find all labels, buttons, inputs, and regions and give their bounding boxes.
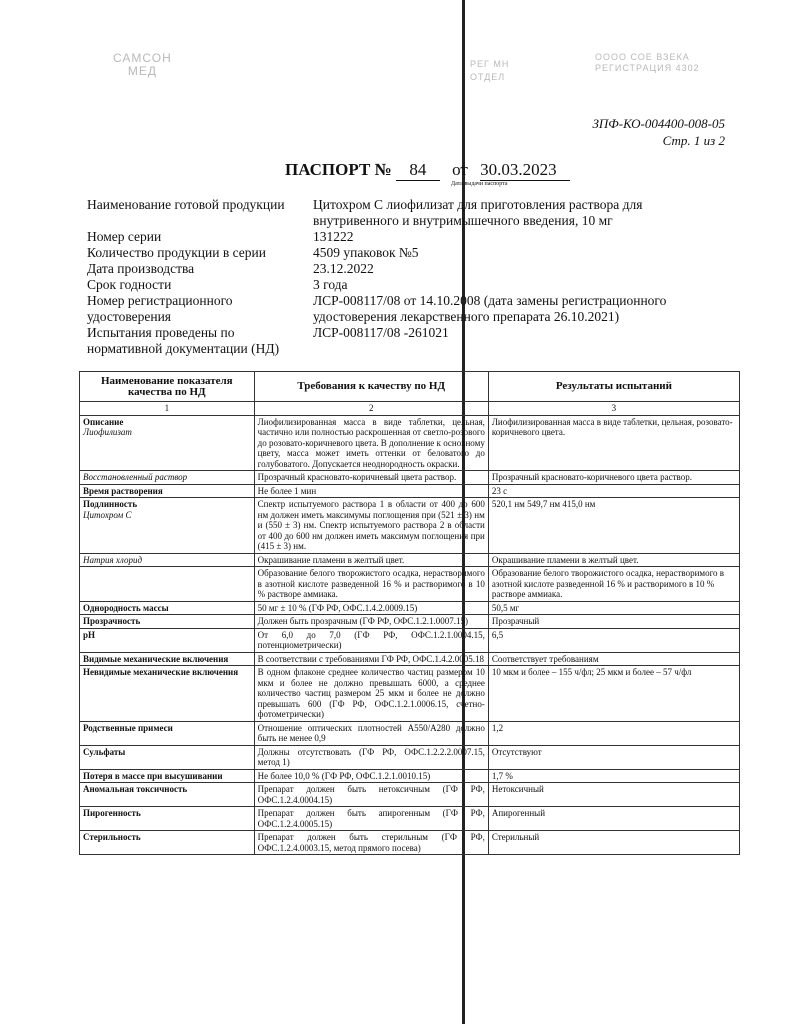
passport-title (285, 160, 570, 181)
table-row (80, 666, 740, 722)
table-row (80, 567, 740, 602)
info-value: 23.12.2022 (313, 261, 374, 276)
info-label: Испытания проведены по нормативной документации (НД) (87, 325, 280, 356)
table-row (80, 615, 740, 629)
requirement-cell: 50 мг ± 10 % (ГФ РФ, ОФС.1.4.2.0009.15) (254, 601, 488, 615)
stamp-text: ОООО СОЕ ВЗЕКА (595, 52, 690, 62)
table-row (80, 628, 740, 652)
title-from: от (452, 160, 468, 179)
requirement-cell: В соответствии с требованиями ГФ РФ, ОФС.1.4.2.0005.18 (254, 652, 488, 666)
table-row (80, 415, 740, 471)
requirement-cell: Не более 1 мин (254, 484, 488, 498)
info-value: Цитохром С лиофилизат для приготовления раствора для внутривенного и внутримышечного введения, 10 мг (313, 197, 643, 228)
table-row (80, 498, 740, 554)
info-row (87, 325, 707, 357)
parameter-name: Подлинность (83, 499, 138, 509)
info-label: Дата производства (87, 261, 195, 276)
requirement-cell: Лиофилизированная масса в виде таблетки, цельная, частично или полностью раскрошенная от светло-розового до розовато-коричневого цвета. В дополнение к основному цвету, масса может иметь оттенки от беловатого до голубоватого. Допускается неоднородность окраски. (254, 415, 488, 471)
stamp-right (595, 52, 700, 74)
result-cell: Образование белого творожистого осадка, нерастворимого в азотной кислоте разведенной 16 % и растворимого в 10 % растворе аммиака. (488, 567, 739, 602)
stamp-mid (470, 58, 540, 84)
table-row (80, 553, 740, 567)
requirement-cell: Должны отсутствовать (ГФ РФ, ОФС.1.2.2.2.0007.15, метод 1) (254, 745, 488, 769)
passport-date: 30.03.2023 (480, 160, 570, 181)
info-row (87, 229, 707, 245)
info-label: Количество продукции в серии (87, 245, 266, 260)
info-value: ЛСР-008117/08 от 14.10.2008 (дата замены регистрационного удостоверения лекарственного препарата 26.10.2021) (313, 293, 667, 324)
stamp-logo-left (113, 52, 172, 78)
table-row (80, 745, 740, 769)
requirement-cell: Образование белого творожистого осадка, нерастворимого в азотной кислоте разведенной 16 % и растворимого в 10 % растворе аммиака. (254, 567, 488, 602)
result-cell: Нетоксичный (488, 783, 739, 807)
parameter-cell (80, 721, 255, 745)
result-cell: 50,5 мг (488, 601, 739, 615)
parameter-cell (80, 652, 255, 666)
result-cell: Соответствует требованиям (488, 652, 739, 666)
parameter-cell (80, 769, 255, 783)
parameter-subname: Натрия хлорид (83, 554, 143, 565)
stamp-text: ОТДЕЛ (470, 72, 506, 82)
requirement-cell: Препарат должен быть стерильным (ГФ РФ, ОФС.1.2.4.0003.15, метод прямого посева) (254, 831, 488, 855)
page-number: Стр. 1 из 2 (662, 133, 725, 148)
info-value: 4509 упаковок №5 (313, 245, 419, 260)
result-cell: 1,7 % (488, 769, 739, 783)
column-number: 1 (80, 402, 255, 416)
parameter-subname: Цитохром С (83, 509, 132, 520)
info-value: 131222 (313, 229, 354, 244)
result-cell: Апирогенный (488, 807, 739, 831)
parameter-name: Время растворения (83, 485, 163, 496)
parameter-cell (80, 615, 255, 629)
result-cell: 6,5 (488, 628, 739, 652)
parameter-cell (80, 666, 255, 722)
requirement-cell: Должен быть прозрачным (ГФ РФ, ОФС.1.2.1.0007.15) (254, 615, 488, 629)
quality-table (79, 371, 740, 855)
parameter-name: Сульфаты (83, 746, 126, 757)
parameter-name: Невидимые механические включения (83, 667, 239, 677)
parameter-cell (80, 807, 255, 831)
parameter-cell (80, 745, 255, 769)
info-row (87, 197, 707, 229)
result-cell: Стерильный (488, 831, 739, 855)
info-label: Номер серии (87, 229, 162, 244)
info-label: Срок годности (87, 277, 172, 292)
requirement-cell: Прозрачный красновато-коричневый цвета раствор. (254, 471, 488, 485)
date-caption: Дата выдачи паспорта (451, 181, 508, 187)
parameter-name: Описание (83, 416, 124, 427)
info-row (87, 261, 707, 277)
parameter-name: Видимые механические включения (83, 653, 229, 664)
result-cell: 520,1 нм 549,7 нм 415,0 нм (488, 498, 739, 554)
result-cell: Отсутствуют (488, 745, 739, 769)
stamp-text: РЕГ МН (470, 59, 510, 69)
result-cell: 23 с (488, 484, 739, 498)
header-parameter: Наименование показателя качества по НД (80, 372, 255, 402)
info-row (87, 293, 707, 325)
stamp-text: РЕГИСТРАЦИЯ 4302 (595, 63, 700, 73)
table-row (80, 652, 740, 666)
requirement-cell: Отношение оптических плотностей A550/A280 должно быть не менее 0,9 (254, 721, 488, 745)
product-info (87, 197, 707, 357)
table-row (80, 831, 740, 855)
stamp-text: МЕД (127, 64, 157, 78)
requirement-cell: Препарат должен быть апирогенным (ГФ РФ, ОФС.1.2.4.0005.15) (254, 807, 488, 831)
info-label: Номер регистрационного удостоверения (87, 293, 233, 324)
parameter-name: pH (83, 629, 96, 640)
parameter-name: Стерильность (83, 832, 141, 842)
table-row (80, 471, 740, 485)
parameter-name: Однородность массы (83, 602, 169, 613)
parameter-name: Родственные примеси (83, 722, 173, 733)
result-cell: Прозрачный (488, 615, 739, 629)
parameter-name: Пирогенность (83, 808, 141, 818)
parameter-cell (80, 471, 255, 485)
table-row (80, 769, 740, 783)
info-value: ЛСР-008117/08 -261021 (313, 325, 449, 340)
parameter-cell (80, 553, 255, 567)
result-cell: Окрашивание пламени в желтый цвет. (488, 553, 739, 567)
table-row (80, 783, 740, 807)
parameter-name: Аномальная токсичность (83, 784, 188, 794)
stamp-text: САМСОН (113, 51, 172, 65)
table-row (80, 721, 740, 745)
parameter-cell (80, 567, 255, 602)
parameter-cell (80, 498, 255, 554)
result-cell: 1,2 (488, 721, 739, 745)
table-row (80, 807, 740, 831)
parameter-subname: Лиофилизат (83, 427, 132, 437)
result-cell: Лиофилизированная масса в виде таблетки, цельная, розовато-коричневого цвета. (488, 415, 739, 471)
column-number: 3 (488, 402, 739, 416)
requirement-cell: Препарат должен быть нетоксичным (ГФ РФ, ОФС.1.2.4.0004.15) (254, 783, 488, 807)
info-label: Наименование готовой продукции (87, 197, 285, 212)
parameter-cell (80, 831, 255, 855)
result-cell: Прозрачный красновато-коричневого цвета раствор. (488, 471, 739, 485)
requirement-cell: Не более 10,0 % (ГФ РФ, ОФС.1.2.1.0010.15) (254, 769, 488, 783)
parameter-cell (80, 601, 255, 615)
requirement-cell: В одном флаконе среднее количество частиц размером 10 мкм и более не должно превышать 6000, а среднее количество частиц размером 25 мкм и более не должно превышать 600 (ГФ РФ, ОФС.1.2.1.0006.15, счетно-фотометрически) (254, 666, 488, 722)
result-cell: 10 мкм и более – 155 ч/фл; 25 мкм и более – 57 ч/фл (488, 666, 739, 722)
header-requirements: Требования к качеству по НД (254, 372, 488, 402)
info-row (87, 245, 707, 261)
parameter-subname: Восстановленный раствор (83, 472, 188, 482)
column-number: 2 (254, 402, 488, 416)
parameter-cell (80, 415, 255, 471)
title-label: ПАСПОРТ № (285, 160, 392, 179)
parameter-cell (80, 628, 255, 652)
info-value: 3 года (313, 277, 348, 292)
header-results: Результаты испытаний (488, 372, 739, 402)
parameter-name: Прозрачность (83, 616, 141, 626)
table-row (80, 484, 740, 498)
requirement-cell: Спектр испытуемого раствора 1 в области от 400 до 600 нм должен иметь максимумы поглощения при (521 ± 3) нм и (550 ± 3) нм. Спектр испытуемого раствора 2 в области от 400 до 600 нм должен иметь максимум поглощения при (415 ± 3) нм. (254, 498, 488, 554)
requirement-cell: Окрашивание пламени в желтый цвет. (254, 553, 488, 567)
doc-code-block (592, 115, 725, 149)
parameter-name: Потеря в массе при высушивании (83, 770, 223, 781)
info-row (87, 277, 707, 293)
passport-number: 84 (396, 160, 440, 181)
doc-code: ЗПФ-КО-004400-008-05 (592, 116, 725, 131)
table-row (80, 601, 740, 615)
requirement-cell: От 6,0 до 7,0 (ГФ РФ, ОФС.1.2.1.0004.15, потенциометрически) (254, 628, 488, 652)
parameter-cell (80, 484, 255, 498)
parameter-cell (80, 783, 255, 807)
